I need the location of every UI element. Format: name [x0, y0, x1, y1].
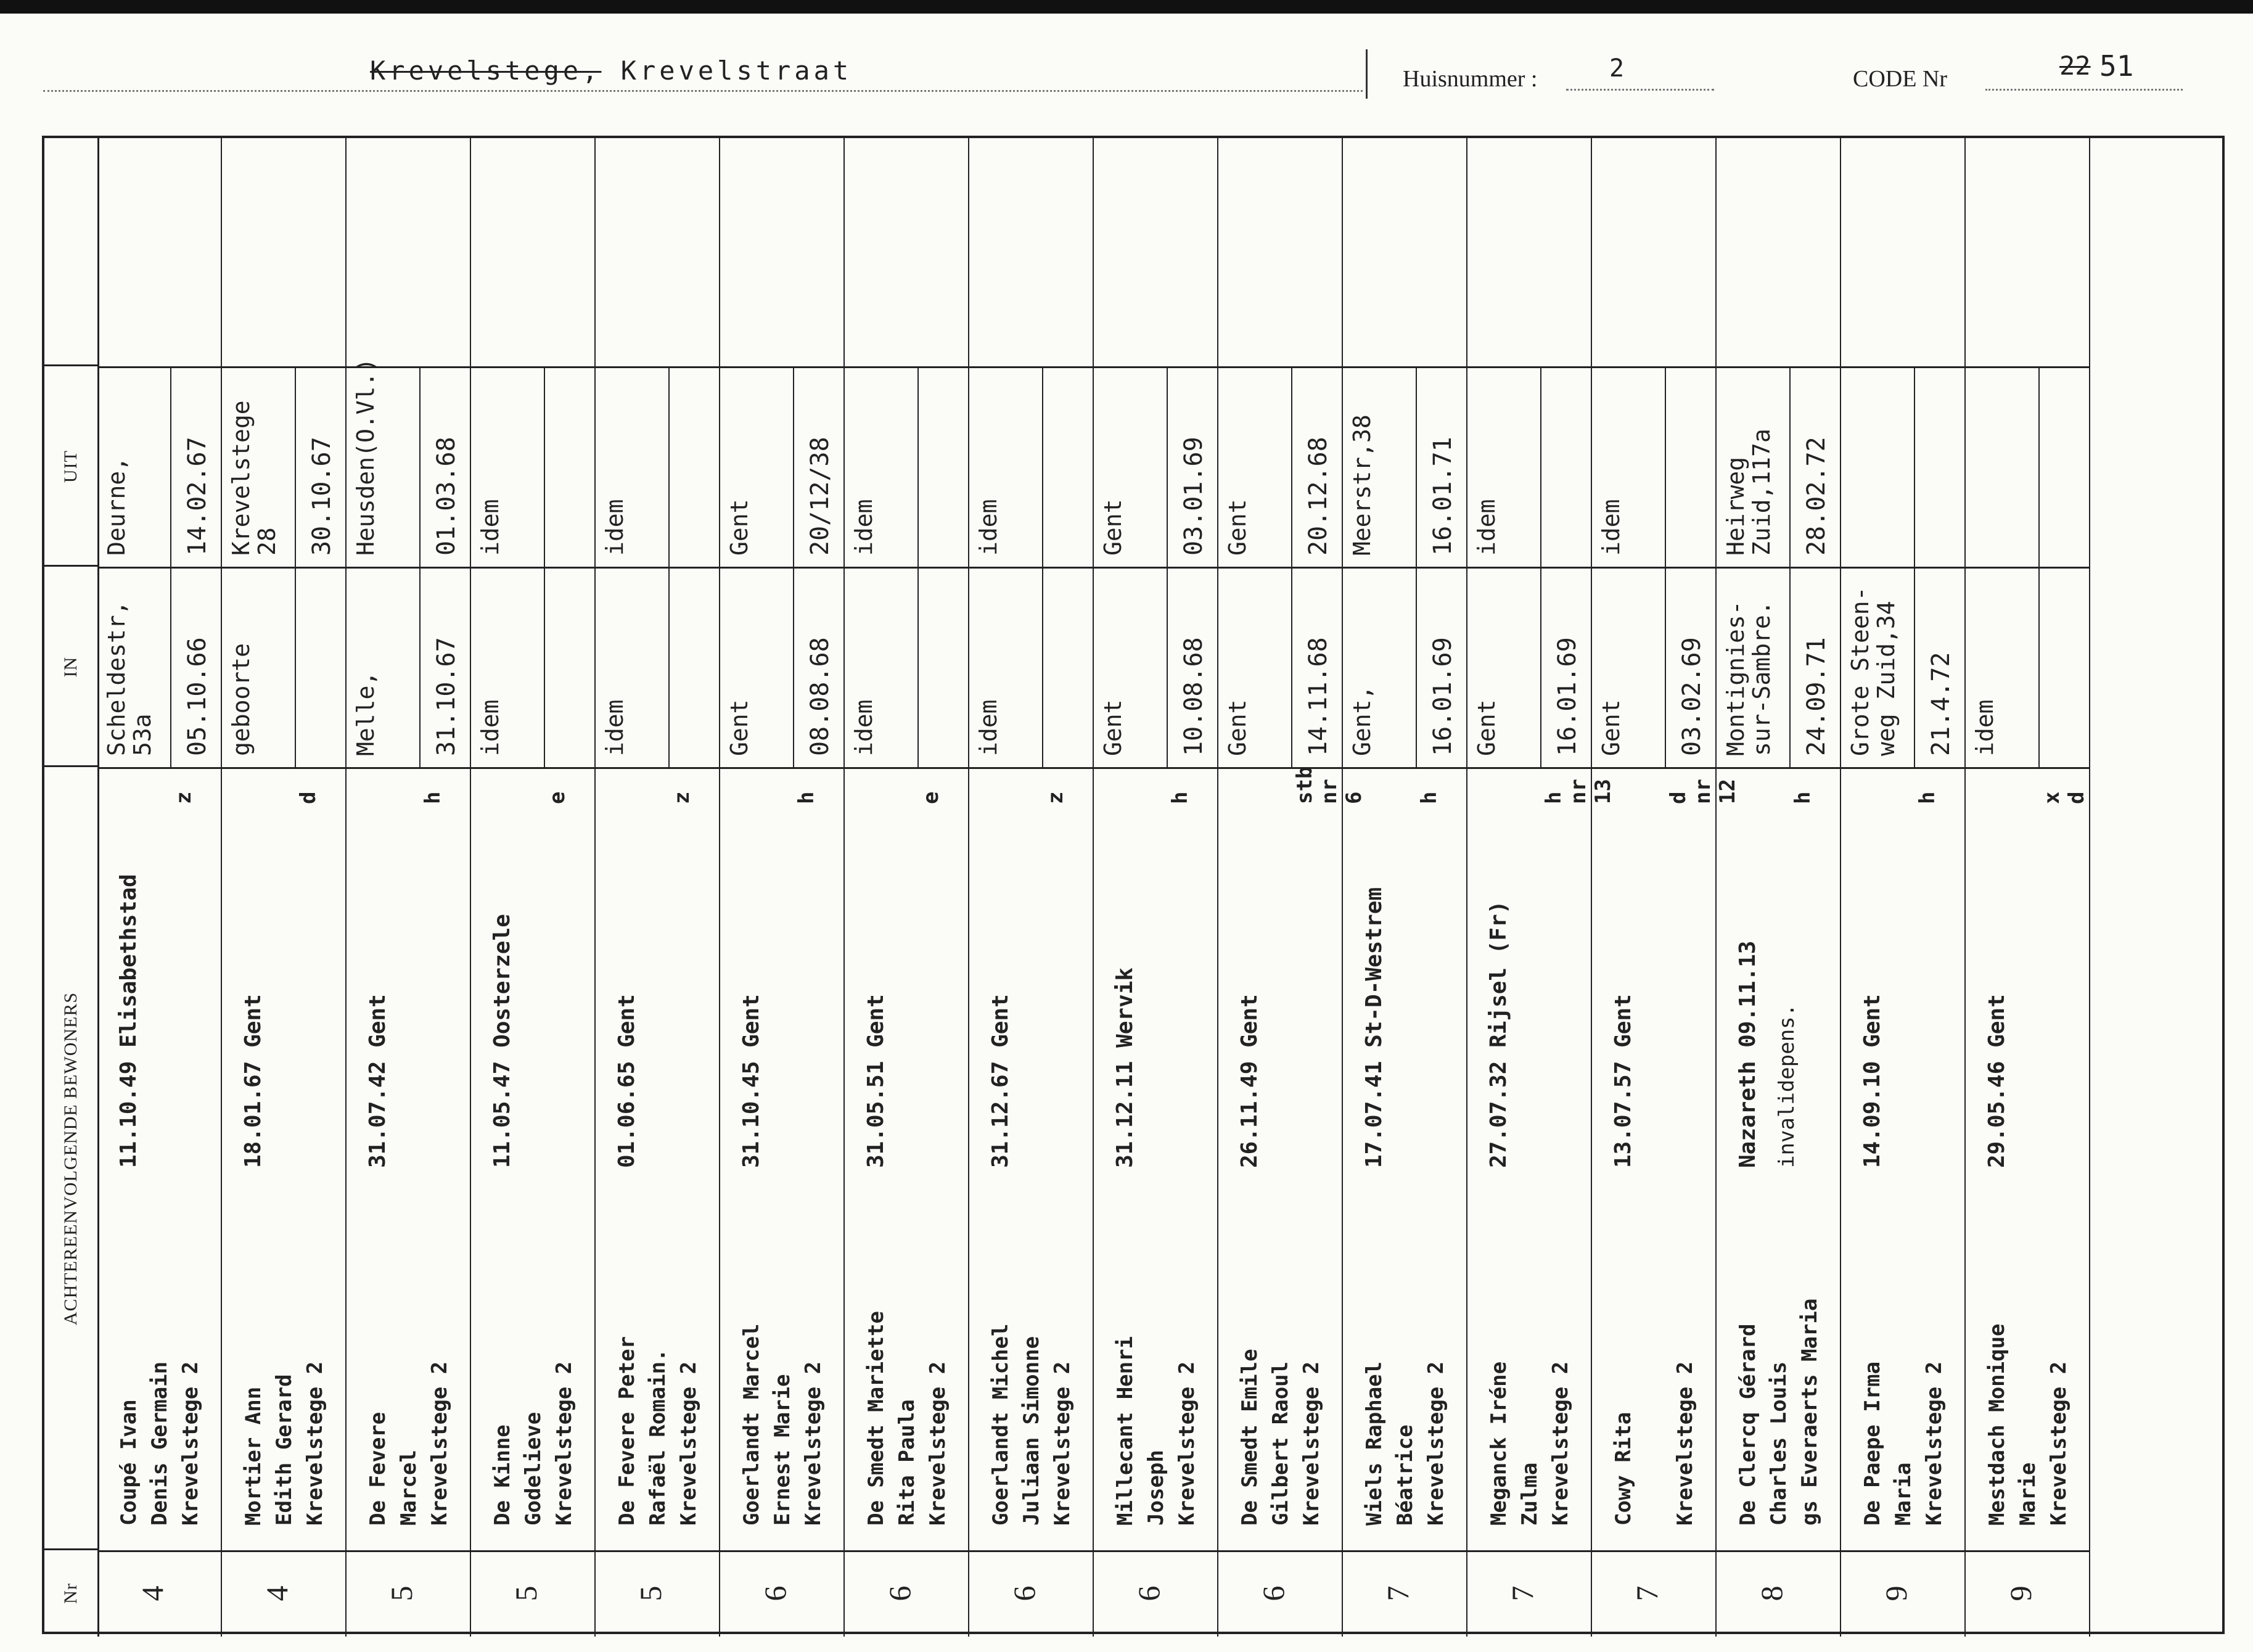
- cell-out: [97, 366, 221, 567]
- birth-date-place: 11.10.49 Elisabethstad: [116, 874, 141, 1168]
- code-old-value: 22: [2059, 51, 2091, 81]
- resident-name: Coupé Ivan Denis Germain Krevelstege 2: [117, 1361, 203, 1526]
- table-row: [1717, 138, 1841, 1637]
- cell-out: [1841, 366, 1964, 567]
- out-place: idem: [850, 499, 877, 556]
- birth-date-place: 01.06.65 Gent: [614, 994, 639, 1168]
- room-number: 5: [633, 1585, 668, 1601]
- table-row: [97, 138, 222, 1637]
- house-number-dotted-line: [1566, 89, 1714, 91]
- cell-in: [720, 567, 843, 767]
- cell-nr: [347, 1550, 470, 1637]
- relation-mark: z: [171, 791, 196, 804]
- in-date: 08.08.68: [793, 567, 845, 767]
- in-place: Grote Steen- weg Zuid,34: [1847, 586, 1900, 756]
- in-place: idem: [1971, 699, 1998, 756]
- cell-resident: [1841, 767, 1964, 1550]
- resident-name: Meganck Iréne Zulma Krevelstege 2: [1487, 1361, 1573, 1526]
- code-new-value: 51: [2099, 49, 2134, 83]
- header-divider: [1366, 49, 1368, 99]
- cell-in: [1841, 567, 1964, 767]
- cell-out: [1094, 366, 1217, 567]
- resident-name: Goerlandt Michel Juliaan Simonne Krevelstege 2: [988, 1323, 1075, 1526]
- room-number: 5: [509, 1585, 543, 1601]
- table-row: [222, 138, 347, 1637]
- cell-resident: [720, 767, 843, 1550]
- relation-mark: h: [1417, 791, 1442, 804]
- cell-resident: [1218, 766, 1366, 1550]
- out-place: idem: [477, 499, 504, 556]
- out-date: 20/12/38: [793, 366, 845, 567]
- out-date: 16.01.71: [1416, 366, 1467, 567]
- out-date: [544, 366, 596, 567]
- in-date: 21.4.72: [1914, 567, 1966, 767]
- in-place: Gent: [1473, 699, 1500, 756]
- cell-in: [1966, 567, 2089, 767]
- table-row: [347, 138, 471, 1637]
- column-header-out: UIT: [44, 364, 97, 567]
- out-date: [1665, 366, 1717, 567]
- birth-date-place: 31.05.51 Gent: [863, 994, 888, 1168]
- out-date: 30.10.67: [295, 366, 347, 567]
- room-number: 5: [384, 1585, 419, 1601]
- card-header: [0, 49, 2253, 99]
- cell-in: [97, 567, 221, 767]
- in-place: idem: [975, 699, 1002, 756]
- cell-nr: [969, 1550, 1093, 1637]
- cell-out: [845, 366, 968, 567]
- cell-out: [347, 358, 470, 567]
- in-place: Montignies- sur-Sambre.: [1722, 601, 1775, 756]
- in-place: Gent: [1099, 699, 1126, 756]
- cell-out: [1592, 366, 1715, 567]
- cell-nr: [1467, 1550, 1591, 1637]
- cell-out: [222, 366, 345, 567]
- resident-name: De Fevere Peter Rafaël Romain. Krevelstege 2: [615, 1336, 701, 1526]
- table-row: [845, 138, 969, 1637]
- out-date: [1042, 366, 1094, 567]
- cell-nr: [97, 1550, 221, 1637]
- cell-out: [471, 366, 594, 567]
- in-date: 24.09.71: [1789, 567, 1841, 767]
- column-header-residents: ACHTEREENVOLGENDE BEWONERS: [44, 765, 97, 1550]
- cell-nr: [1343, 1550, 1466, 1637]
- cell-out: [1717, 366, 1840, 567]
- table-row: [471, 138, 596, 1637]
- room-number: 8: [1754, 1585, 1789, 1601]
- birth-date-place: 26.11.49 Gent: [1237, 994, 1262, 1168]
- cell-resident: [1343, 767, 1466, 1550]
- relation-mark: h: [1791, 791, 1815, 804]
- resident-name: Mestdach Monique Marie Krevelstege 2: [1985, 1323, 2071, 1526]
- resident-rows: [97, 138, 2090, 1637]
- out-date: [668, 366, 720, 567]
- cell-out: [1966, 366, 2089, 567]
- birth-date-place: 18.01.67 Gent: [240, 994, 266, 1168]
- street-dotted-line: [43, 90, 1363, 92]
- in-date: [1042, 567, 1094, 767]
- cell-in: [1467, 567, 1591, 767]
- in-place: Scheldestr, 53a: [103, 601, 156, 756]
- in-place: Melle,: [352, 671, 379, 756]
- column-header-row: [44, 138, 99, 1637]
- out-place: idem: [975, 499, 1002, 556]
- resident-name: Millecant Henri Joseph Krevelstege 2: [1113, 1336, 1199, 1526]
- table-row: [596, 138, 720, 1637]
- column-header-in: IN: [44, 565, 97, 767]
- resident-name: De Smedt Emile Gilbert Raoul Krevelstege 2: [1237, 1349, 1324, 1526]
- cell-resident: [471, 767, 594, 1550]
- cell-nr: [471, 1550, 594, 1637]
- out-date: 14.02.67: [170, 366, 222, 567]
- table-row: [1343, 138, 1467, 1637]
- out-place: idem: [1598, 499, 1625, 556]
- cell-out: [596, 366, 719, 567]
- cell-resident: [1966, 767, 2089, 1550]
- out-place: Gent: [1224, 499, 1251, 556]
- room-number: 7: [1505, 1585, 1540, 1601]
- room-number: 9: [1879, 1585, 1913, 1601]
- in-place: Gent,: [1348, 685, 1376, 756]
- out-place: Meerstr,38: [1348, 414, 1376, 556]
- table-row: [1966, 138, 2090, 1637]
- in-date: 31.10.67: [419, 567, 471, 767]
- residents-register: [44, 138, 2227, 1637]
- out-place: idem: [1473, 499, 1500, 556]
- street-name: [370, 55, 852, 86]
- table-row: [969, 138, 1094, 1637]
- relation-mark: d: [296, 791, 321, 804]
- room-number: 9: [2003, 1585, 2038, 1601]
- cell-nr: [1966, 1550, 2089, 1637]
- cell-resident: [222, 767, 345, 1550]
- birth-date-place: 14.09.10 Gent: [1860, 994, 1885, 1168]
- relation-mark: d nr 12: [1666, 779, 1740, 804]
- cell-nr: [1218, 1550, 1342, 1637]
- cell-in: [1717, 567, 1840, 767]
- cell-out: [969, 366, 1093, 567]
- table-row: [1592, 138, 1740, 1637]
- in-place: Gent: [726, 699, 753, 756]
- resident-name: Wiels Raphael Béatrice Krevelstege 2: [1362, 1361, 1448, 1526]
- in-place: Gent: [1598, 699, 1625, 756]
- cell-nr: [845, 1550, 968, 1637]
- resident-name: De Fevere Marcel Krevelstege 2: [366, 1361, 452, 1526]
- in-place: idem: [850, 699, 877, 756]
- out-date: [1540, 366, 1592, 567]
- cell-resident: [969, 767, 1093, 1550]
- cell-resident: [1717, 767, 1840, 1550]
- street-old-name: Krevelstege,: [370, 55, 602, 86]
- birth-date-place: 31.07.42 Gent: [365, 994, 390, 1168]
- cell-nr: [222, 1550, 345, 1637]
- cell-in: [347, 567, 470, 767]
- cell-out: [1218, 366, 1342, 567]
- cell-resident: [97, 767, 221, 1550]
- cell-out: [720, 366, 843, 567]
- resident-name: De Smedt Mariette Rita Paula Krevelstege 2: [864, 1311, 950, 1526]
- relation-mark: h: [1915, 791, 1940, 804]
- cell-in: [845, 567, 968, 767]
- relation-mark: z: [670, 791, 694, 804]
- cell-in: [969, 567, 1093, 767]
- cell-resident: [1094, 767, 1217, 1550]
- birth-date-place: 31.12.11 Wervik: [1112, 967, 1138, 1168]
- in-date: [2038, 567, 2090, 767]
- out-place: Krevelstege 28: [228, 400, 281, 556]
- out-place: Gent: [726, 499, 753, 556]
- room-number: 6: [1256, 1585, 1291, 1601]
- room-number: 6: [758, 1585, 792, 1601]
- in-date: 10.08.68: [1167, 567, 1218, 767]
- relation-mark: h nr 13: [1541, 779, 1615, 804]
- birth-date-place: 29.05.46 Gent: [1984, 994, 2009, 1168]
- column-header-blank: [44, 138, 97, 366]
- in-place: idem: [477, 699, 504, 756]
- relation-mark: stb nr 6: [1292, 766, 1366, 804]
- resident-name: Goerlandt Marcel Ernest Marie Krevelstege 2: [739, 1323, 826, 1526]
- street-new-name: Krevelstraat: [620, 55, 853, 86]
- resident-name: De Kinne Godelieve Krevelstege 2: [490, 1361, 577, 1526]
- house-number-value: 2: [1609, 54, 1625, 83]
- cell-in: [471, 567, 594, 767]
- in-date: [917, 567, 969, 767]
- register-frame: [42, 136, 2225, 1634]
- out-date: 28.02.72: [1789, 366, 1841, 567]
- cell-resident: [1467, 767, 1615, 1550]
- room-number: 4: [260, 1585, 294, 1601]
- birth-date-place: 13.07.57 Gent: [1611, 994, 1636, 1168]
- cell-nr: [1592, 1550, 1715, 1637]
- cell-out: [1467, 366, 1591, 567]
- resident-name: De Clercq Gérard Charles Louis gs Everaerts Maria: [1736, 1298, 1822, 1526]
- table-row: [720, 138, 845, 1637]
- in-place: Gent: [1224, 699, 1251, 756]
- out-date: 01.03.68: [419, 366, 471, 567]
- cell-resident: [596, 767, 719, 1550]
- cell-resident: [845, 767, 968, 1550]
- in-date: 16.01.69: [1540, 567, 1592, 767]
- birth-date-place: 17.07.41 St-D-Westrem: [1361, 887, 1387, 1168]
- cell-nr: [1717, 1550, 1840, 1637]
- out-date: [2038, 366, 2090, 567]
- top-edge-bar: [0, 0, 2253, 14]
- column-header-nr: Nr: [44, 1548, 97, 1637]
- cell-nr: [596, 1550, 719, 1637]
- out-date: 20.12.68: [1291, 366, 1343, 567]
- table-row: [1841, 138, 1966, 1637]
- room-number: 7: [1630, 1585, 1664, 1601]
- cell-nr: [1841, 1550, 1964, 1637]
- resident-name: De Paepe Irma Maria Krevelstege 2: [1860, 1361, 1947, 1526]
- cell-in: [1094, 567, 1217, 767]
- in-date: [544, 567, 596, 767]
- resident-name: Cowy Rita Krevelstege 2: [1611, 1361, 1697, 1526]
- out-date: 03.01.69: [1167, 366, 1218, 567]
- code-label: CODE Nr: [1853, 66, 1948, 92]
- resident-name: Mortier Ann Edith Gerard Krevelstege 2: [241, 1361, 327, 1526]
- in-date: 16.01.69: [1416, 567, 1467, 767]
- out-date: [1914, 366, 1966, 567]
- room-number: 6: [1007, 1585, 1041, 1601]
- out-place: Gent: [1099, 499, 1126, 556]
- birth-date-place: 31.12.67 Gent: [988, 994, 1013, 1168]
- cell-in: [596, 567, 719, 767]
- table-row: [1094, 138, 1218, 1637]
- birth-date-place: Nazareth 09.11.13: [1735, 940, 1760, 1168]
- relation-mark: e: [919, 791, 943, 804]
- relation-mark: h: [421, 791, 445, 804]
- birth-date-place: 27.07.32 Rijsel (Fr): [1486, 900, 1511, 1168]
- cell-nr: [1094, 1550, 1217, 1637]
- house-number-label: Huisnummer :: [1403, 66, 1538, 92]
- in-date: [668, 567, 720, 767]
- in-date: 14.11.68: [1291, 567, 1343, 767]
- cell-in: [1592, 567, 1715, 767]
- room-number: 6: [882, 1585, 917, 1601]
- relation-mark: e: [545, 791, 570, 804]
- room-number: 6: [1131, 1585, 1166, 1601]
- in-place: idem: [601, 699, 628, 756]
- cell-resident: [1592, 767, 1740, 1550]
- relation-mark: z: [1043, 791, 1068, 804]
- cell-in: [1343, 567, 1466, 767]
- relation-mark: h: [794, 791, 819, 804]
- cell-out: [1343, 366, 1466, 567]
- relation-mark: x d: [2040, 791, 2089, 804]
- out-date: [917, 366, 969, 567]
- cell-nr: [720, 1550, 843, 1637]
- cell-in: [1218, 567, 1342, 767]
- in-date: 05.10.66: [170, 567, 222, 767]
- birth-date-place: 31.10.45 Gent: [739, 994, 764, 1168]
- cell-resident: [347, 767, 470, 1550]
- table-row: [1467, 138, 1615, 1637]
- resident-note: invalidepens.: [1775, 1003, 1799, 1168]
- out-place: Heusden(O.Vl.): [352, 358, 379, 556]
- out-place: Heirweg Zuid,117a: [1722, 429, 1775, 556]
- in-place: geboorte: [228, 643, 255, 756]
- room-number: 4: [135, 1585, 170, 1601]
- out-place: Deurne,: [103, 456, 130, 556]
- in-date: [295, 567, 347, 767]
- relation-mark: h: [1168, 791, 1192, 804]
- code-dotted-line: [1985, 89, 2183, 91]
- room-number: 7: [1381, 1585, 1415, 1601]
- in-date: 03.02.69: [1665, 567, 1717, 767]
- cell-in: [222, 567, 345, 767]
- out-place: idem: [601, 499, 628, 556]
- birth-date-place: 11.05.47 Oosterzele: [490, 914, 515, 1168]
